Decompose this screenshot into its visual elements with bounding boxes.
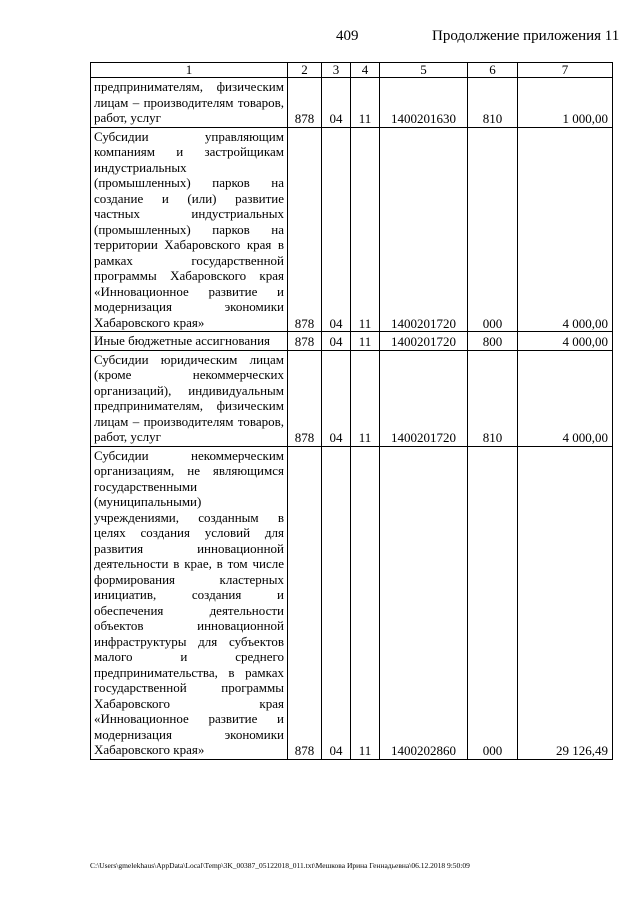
ministry-code: 878 — [288, 350, 322, 446]
table-row — [91, 350, 613, 446]
amount: 4 000,00 — [518, 350, 613, 446]
table-row — [91, 78, 613, 128]
row-description: Иные бюджетные ассигнования — [91, 332, 288, 351]
expense-type-code: 810 — [468, 78, 518, 128]
column-number: 5 — [380, 63, 468, 78]
ministry-code: 878 — [288, 127, 322, 332]
target-article-code: 1400201720 — [380, 127, 468, 332]
amount: 4 000,00 — [518, 127, 613, 332]
ministry-code: 878 — [288, 332, 322, 351]
subsection-code: 11 — [351, 127, 380, 332]
column-number: 4 — [351, 63, 380, 78]
page-number: 409 — [336, 28, 359, 44]
budget-table — [90, 62, 613, 760]
row-description: Субсидии юридическим лицам (кроме некоммерческих организаций), индивидуальным предпринимателям, физическим лицам – производителям товаров, работ, услуг — [91, 350, 288, 446]
expense-type-code: 800 — [468, 332, 518, 351]
amount: 4 000,00 — [518, 332, 613, 351]
subsection-code: 11 — [351, 350, 380, 446]
subsection-code: 11 — [351, 78, 380, 128]
section-code: 04 — [322, 446, 351, 759]
section-code: 04 — [322, 78, 351, 128]
column-number: 6 — [468, 63, 518, 78]
column-number: 3 — [322, 63, 351, 78]
ministry-code: 878 — [288, 78, 322, 128]
row-description: Субсидии некоммерческим организациям, не являющимся государственными (муниципальными) учреждениями, созданным в целях создания условий для развития инновационной деятельности в крае, в том числе формирования кластерных инициатив, создания и обеспечения деятельности объектов инновационной инфраструктуры для субъектов малого и среднего предпринимательства, в рамках государственной программы Хабаровского края «Инновационное развитие и модернизация экономики Хабаровского края» — [91, 446, 288, 759]
table-row — [91, 127, 613, 332]
row-description: Субсидии управляющим компаниям и застройщикам индустриальных (промышленных) парков на создание и (или) развитие частных индустриальных (промышленных) парков на территории Хабаровского края в рамках государственной программы Хабаровского края «Инновационное развитие и модернизация экономики Хабаровского края» — [91, 127, 288, 332]
expense-type-code: 000 — [468, 446, 518, 759]
row-description: предпринимателям, физическим лицам – производителям товаров, работ, услуг — [91, 78, 288, 128]
table-row — [91, 446, 613, 759]
expense-type-code: 000 — [468, 127, 518, 332]
amount: 1 000,00 — [518, 78, 613, 128]
column-number: 2 — [288, 63, 322, 78]
section-code: 04 — [322, 127, 351, 332]
column-number-row — [91, 63, 613, 78]
column-number: 1 — [91, 63, 288, 78]
target-article-code: 1400201720 — [380, 350, 468, 446]
target-article-code: 1400201720 — [380, 332, 468, 351]
section-code: 04 — [322, 350, 351, 446]
subsection-code: 11 — [351, 332, 380, 351]
ministry-code: 878 — [288, 446, 322, 759]
table-row — [91, 332, 613, 351]
subsection-code: 11 — [351, 446, 380, 759]
file-path-footer: C:\Users\gmelekhaus\AppData\Local\Temp\3K_00387_05122018_011.txt\Мешкова Ирина Геннадьевна\06.12.2018 9:50:09 — [90, 861, 470, 870]
section-code: 04 — [322, 332, 351, 351]
target-article-code: 1400201630 — [380, 78, 468, 128]
appendix-continuation: Продолжение приложения 11 — [432, 28, 620, 44]
column-number: 7 — [518, 63, 613, 78]
target-article-code: 1400202860 — [380, 446, 468, 759]
amount: 29 126,49 — [518, 446, 613, 759]
expense-type-code: 810 — [468, 350, 518, 446]
